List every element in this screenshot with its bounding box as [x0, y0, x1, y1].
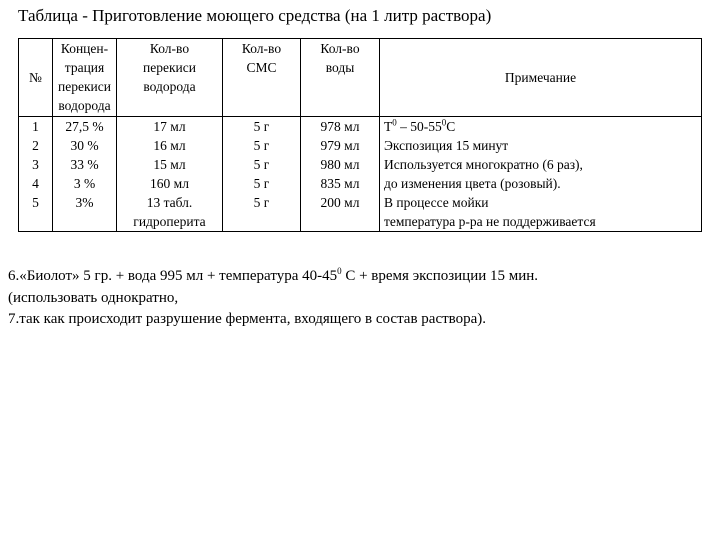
- peroxide-value: 16 мл: [153, 138, 186, 153]
- header-peroxide-line: Кол-во: [149, 41, 190, 56]
- note-temp-mid: – 50-55: [396, 119, 442, 134]
- footnote-6-prefix: 6.«Биолот» 5 гр. + вода 995 мл + температура 40-45: [8, 268, 338, 284]
- header-sms-line: Кол-во: [241, 41, 282, 56]
- header-note: [380, 39, 702, 117]
- note-line: температура р-ра не поддерживается: [384, 214, 596, 229]
- row-number: 1: [32, 119, 39, 134]
- header-sms-amount: [223, 39, 301, 117]
- water-value: 978 мл: [320, 119, 360, 134]
- concentration-value: 27,5 %: [65, 119, 104, 134]
- table-body-row: [19, 117, 702, 232]
- note-line: В процессе мойки: [384, 195, 489, 210]
- header-water-line: воды: [325, 60, 355, 75]
- footnote-6-sup: 0: [337, 266, 342, 276]
- header-conc-line: Концен-: [60, 41, 109, 56]
- sms-value: 5 г: [253, 138, 270, 153]
- cell-peroxide-amounts: [117, 117, 223, 232]
- cell-water-amounts: [301, 117, 380, 232]
- footnote-6-suffix: С + время экспозиции 15 мин.: [341, 268, 539, 284]
- note-line: Используется многократно (6 раз),: [384, 157, 583, 172]
- note-line: Экспозиция 15 минут: [384, 138, 509, 153]
- cell-sms-amounts: [223, 117, 301, 232]
- note-temp-sup: 0: [392, 117, 397, 128]
- peroxide-value: гидроперита: [133, 214, 206, 229]
- sms-value: 5 г: [253, 119, 270, 134]
- water-value: 980 мл: [320, 157, 360, 172]
- row-number: 3: [32, 157, 39, 172]
- page-title: Таблица - Приготовление моющего средства (на 1 литр раствора): [18, 6, 492, 25]
- note-temp-prefix: Т: [384, 119, 393, 134]
- header-water-line: Кол-во: [320, 41, 360, 56]
- header-sms-line: СМС: [246, 60, 277, 75]
- cell-numbers: [19, 117, 53, 232]
- water-value: 200 мл: [320, 195, 360, 210]
- header-peroxide-amount: [117, 39, 223, 117]
- cell-concentrations: [53, 117, 117, 232]
- note-temperature: [384, 117, 699, 136]
- header-conc-line: трация: [64, 60, 105, 75]
- peroxide-value: 13 табл.: [146, 195, 193, 210]
- header-concentration: [53, 39, 117, 117]
- concentration-value: 30 %: [70, 138, 99, 153]
- concentration-value: 3%: [75, 195, 94, 210]
- note-line: до изменения цвета (розовый).: [384, 176, 561, 191]
- footnote-block: [8, 266, 713, 331]
- concentration-value: 3 %: [73, 176, 96, 191]
- header-conc-line: перекиси: [58, 79, 111, 94]
- header-peroxide-line: перекиси: [143, 60, 196, 75]
- concentration-value: 33 %: [70, 157, 99, 172]
- footnote-line-7: 7.так как происходит разрушение фермента, входящего в состав раствора).: [8, 311, 487, 327]
- note-temp-sup2: 0: [441, 117, 447, 128]
- water-value: 979 мл: [320, 138, 360, 153]
- table-header-row: [19, 39, 702, 117]
- row-number: 4: [32, 176, 39, 191]
- header-note-label: Примечание: [504, 70, 577, 85]
- cell-notes: [380, 117, 702, 232]
- water-value: 835 мл: [320, 176, 360, 191]
- header-peroxide-line: водорода: [143, 79, 196, 94]
- preparation-table: [18, 38, 702, 232]
- peroxide-value: 160 мл: [150, 176, 189, 191]
- row-number: 5: [32, 195, 39, 210]
- sms-value: 5 г: [253, 195, 270, 210]
- row-number: 2: [32, 138, 39, 153]
- header-number: [19, 39, 53, 117]
- note-temp-suffix: С: [446, 119, 456, 134]
- header-water-amount: [301, 39, 380, 117]
- sms-value: 5 г: [253, 176, 270, 191]
- peroxide-value: 15 мл: [153, 157, 186, 172]
- peroxide-value: 17 мл: [153, 119, 186, 134]
- footnote-line-usage: (использовать однократно,: [8, 289, 179, 306]
- footnote-line-6: [8, 266, 713, 288]
- header-conc-line: водорода: [58, 98, 111, 113]
- header-number-label: №: [29, 70, 42, 85]
- sms-value: 5 г: [253, 157, 270, 172]
